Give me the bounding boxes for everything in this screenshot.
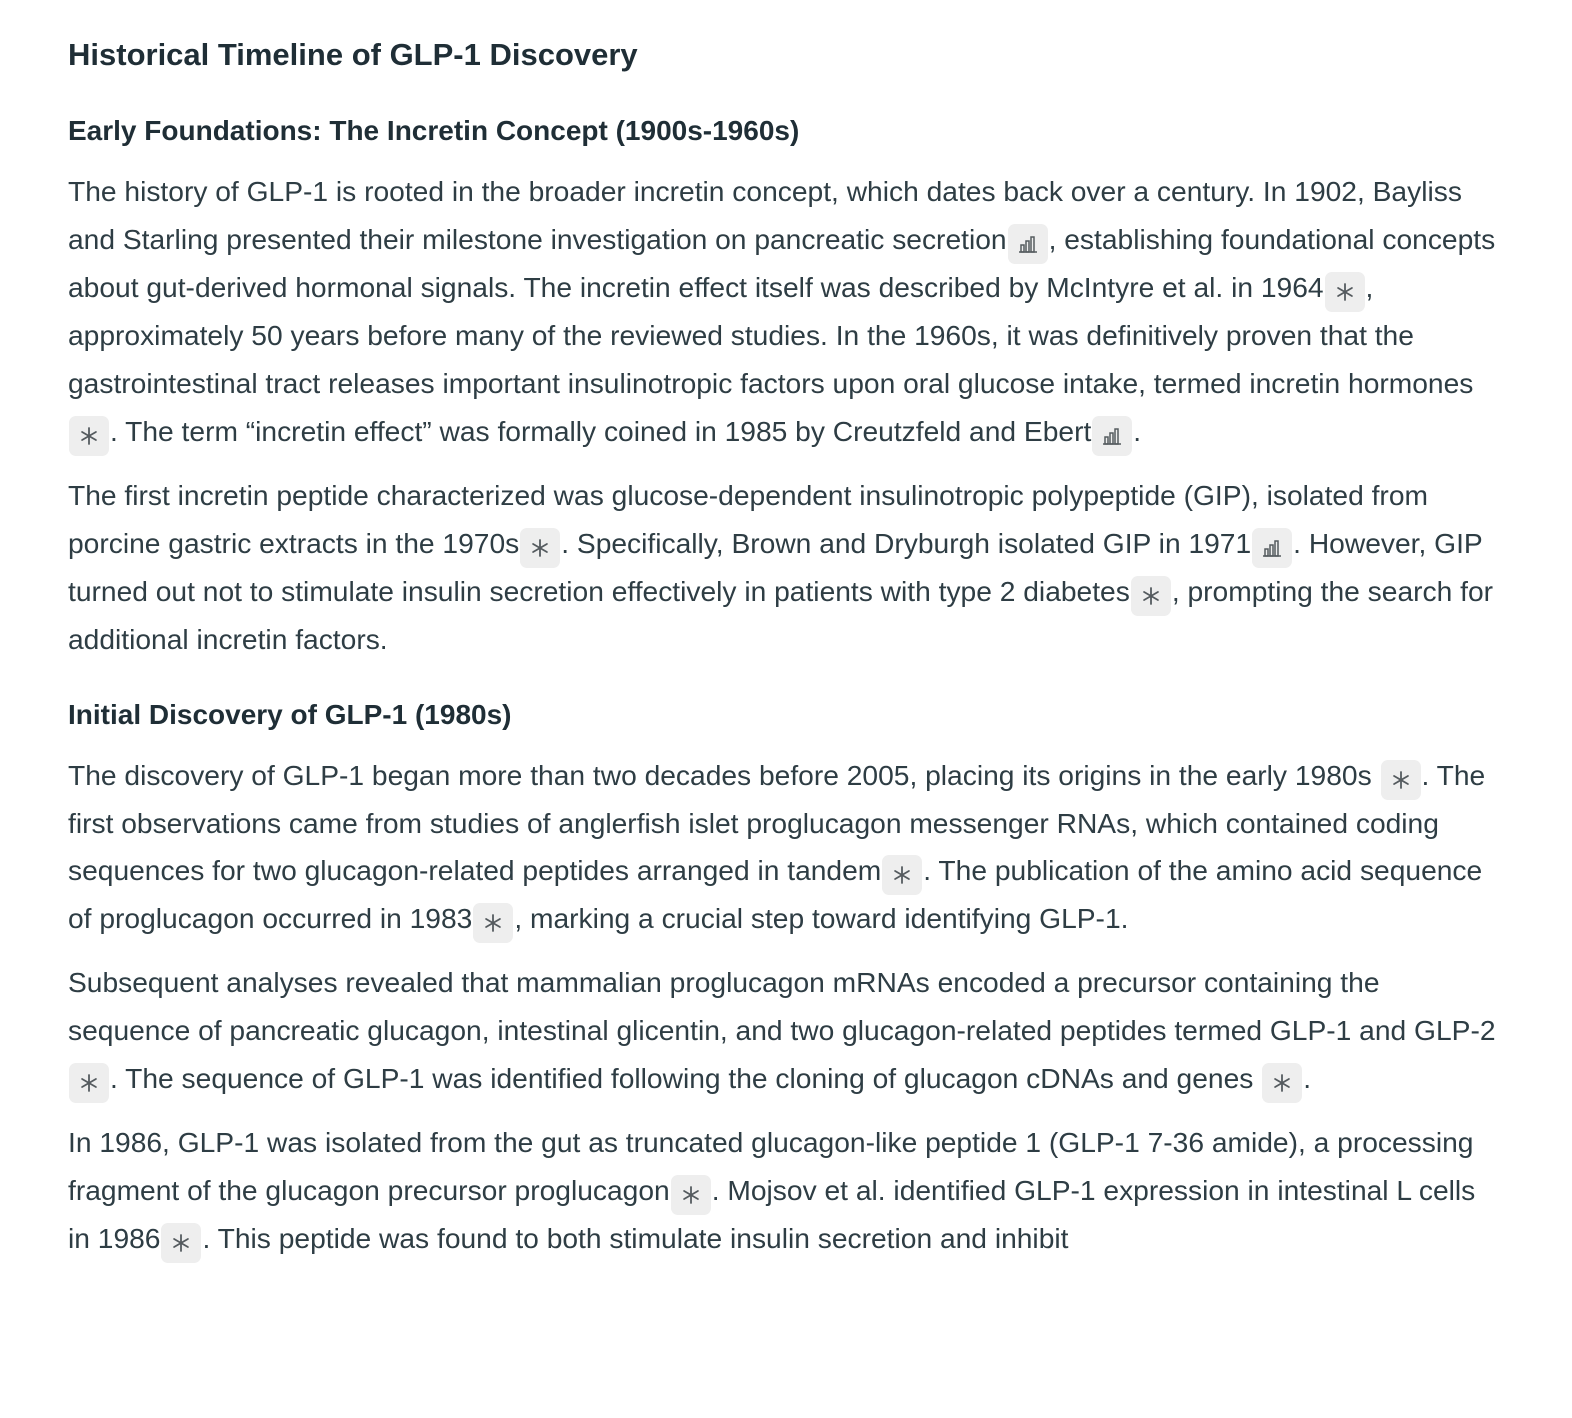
paragraph-text: . The first observations came from studies of anglerfish islet proglucagon messenger RNAs, which contained coding sequences for two glucagon-related peptides arranged in tandem bbox=[68, 758, 1486, 887]
citation-badge[interactable] bbox=[1262, 1063, 1302, 1103]
body-paragraph bbox=[68, 472, 1504, 664]
asterisk-icon bbox=[78, 1072, 100, 1094]
asterisk-icon bbox=[78, 425, 100, 447]
asterisk-icon bbox=[1271, 1072, 1293, 1094]
asterisk-icon bbox=[1334, 281, 1356, 303]
paragraph-text: Subsequent analyses revealed that mammalian proglucagon mRNAs encoded a precursor containing the sequence of pancreatic glucagon, intestinal glicentin, and two glucagon-related peptides termed GLP-1 and GLP-2 bbox=[68, 966, 1496, 1047]
citation-badge[interactable] bbox=[69, 416, 109, 456]
chart-icon bbox=[1017, 233, 1039, 255]
asterisk-icon bbox=[1140, 585, 1162, 607]
section-heading: Early Foundations: The Incretin Concept (1900s-1960s) bbox=[68, 115, 800, 146]
document-body bbox=[68, 110, 1504, 1263]
citation-badge[interactable] bbox=[1131, 576, 1171, 616]
asterisk-icon bbox=[170, 1232, 192, 1254]
body-paragraph bbox=[68, 1119, 1504, 1263]
paragraph-text: In 1986, GLP-1 was isolated from the gut as truncated glucagon-like peptide 1 (GLP-1 7-36 amide), a processing fragment of the glucagon precursor proglucagon bbox=[68, 1126, 1474, 1207]
citation-badge[interactable] bbox=[1381, 760, 1421, 800]
paragraph-text: . The publication of the amino acid sequence of proglucagon occurred in 1983 bbox=[68, 854, 1483, 935]
source-chart-badge[interactable] bbox=[1252, 528, 1292, 568]
section-heading: Initial Discovery of GLP-1 (1980s) bbox=[68, 698, 512, 730]
citation-badge[interactable] bbox=[882, 855, 922, 895]
source-chart-badge[interactable] bbox=[1092, 416, 1132, 456]
citation-badge[interactable] bbox=[1325, 272, 1365, 312]
paragraph-text: . The sequence of GLP-1 was identified following the cloning of glucagon cDNAs and genes bbox=[110, 1062, 1262, 1095]
paragraph-text: . bbox=[1133, 414, 1142, 447]
body-paragraph bbox=[68, 752, 1504, 944]
body-paragraph bbox=[68, 959, 1504, 1103]
paragraph-text: The history of GLP-1 is rooted in the broader incretin concept, which dates back over a century. In 1902, Bayliss and Starling presented their milestone investigation on pancreatic secretion bbox=[68, 175, 1462, 255]
paragraph-text: , establishing foundational concepts about gut-derived hormonal signals. The incretin effect itself was described by McIntyre et al. in 1964 bbox=[68, 222, 1496, 303]
citation-badge[interactable] bbox=[69, 1063, 109, 1103]
citation-badge[interactable] bbox=[520, 528, 560, 568]
paragraph-text: , approximately 50 years before many of the reviewed studies. In the 1960s, it was definitively proven that the gastrointestinal tract releases important insulinotropic factors upon oral glucose intake, termed incretin hormones bbox=[68, 270, 1474, 399]
asterisk-icon bbox=[482, 912, 504, 934]
paragraph-text: . The term “incretin effect” was formally coined in 1985 by Creutzfeld and Ebert bbox=[110, 414, 1092, 447]
page-title: Historical Timeline of GLP-1 Discovery bbox=[68, 37, 638, 72]
paragraph-text: . Specifically, Brown and Dryburgh isolated GIP in 1971 bbox=[561, 526, 1252, 559]
chart-icon bbox=[1261, 537, 1283, 559]
paragraph-text: . Mojsov et al. identified GLP-1 expression in intestinal L cells in 1986 bbox=[68, 1174, 1476, 1255]
citation-badge[interactable] bbox=[473, 903, 513, 943]
paragraph-text: The first incretin peptide characterized was glucose-dependent insulinotropic polypeptide (GIP), isolated from porcine gastric extracts in the 1970s bbox=[68, 478, 1428, 559]
chart-icon bbox=[1101, 425, 1123, 447]
paragraph-text: The discovery of GLP-1 began more than two decades before 2005, placing its origins in the early 1980s bbox=[68, 758, 1380, 791]
asterisk-icon bbox=[680, 1184, 702, 1206]
asterisk-icon bbox=[529, 537, 551, 559]
citation-badge[interactable] bbox=[671, 1175, 711, 1215]
paragraph-text: , prompting the search for additional incretin factors. bbox=[68, 574, 1494, 655]
paragraph-text: . bbox=[1303, 1062, 1312, 1095]
body-paragraph bbox=[68, 168, 1504, 456]
paragraph-text: , marking a crucial step toward identifying GLP-1. bbox=[514, 902, 1129, 935]
asterisk-icon bbox=[1390, 769, 1412, 791]
source-chart-badge[interactable] bbox=[1008, 224, 1048, 264]
citation-badge[interactable] bbox=[161, 1223, 201, 1263]
asterisk-icon bbox=[891, 864, 913, 886]
paragraph-text: . This peptide was found to both stimulate insulin secretion and inhibit bbox=[202, 1222, 1069, 1255]
paragraph-text: . However, GIP turned out not to stimulate insulin secretion effectively in patients with type 2 diabetes bbox=[68, 526, 1483, 607]
